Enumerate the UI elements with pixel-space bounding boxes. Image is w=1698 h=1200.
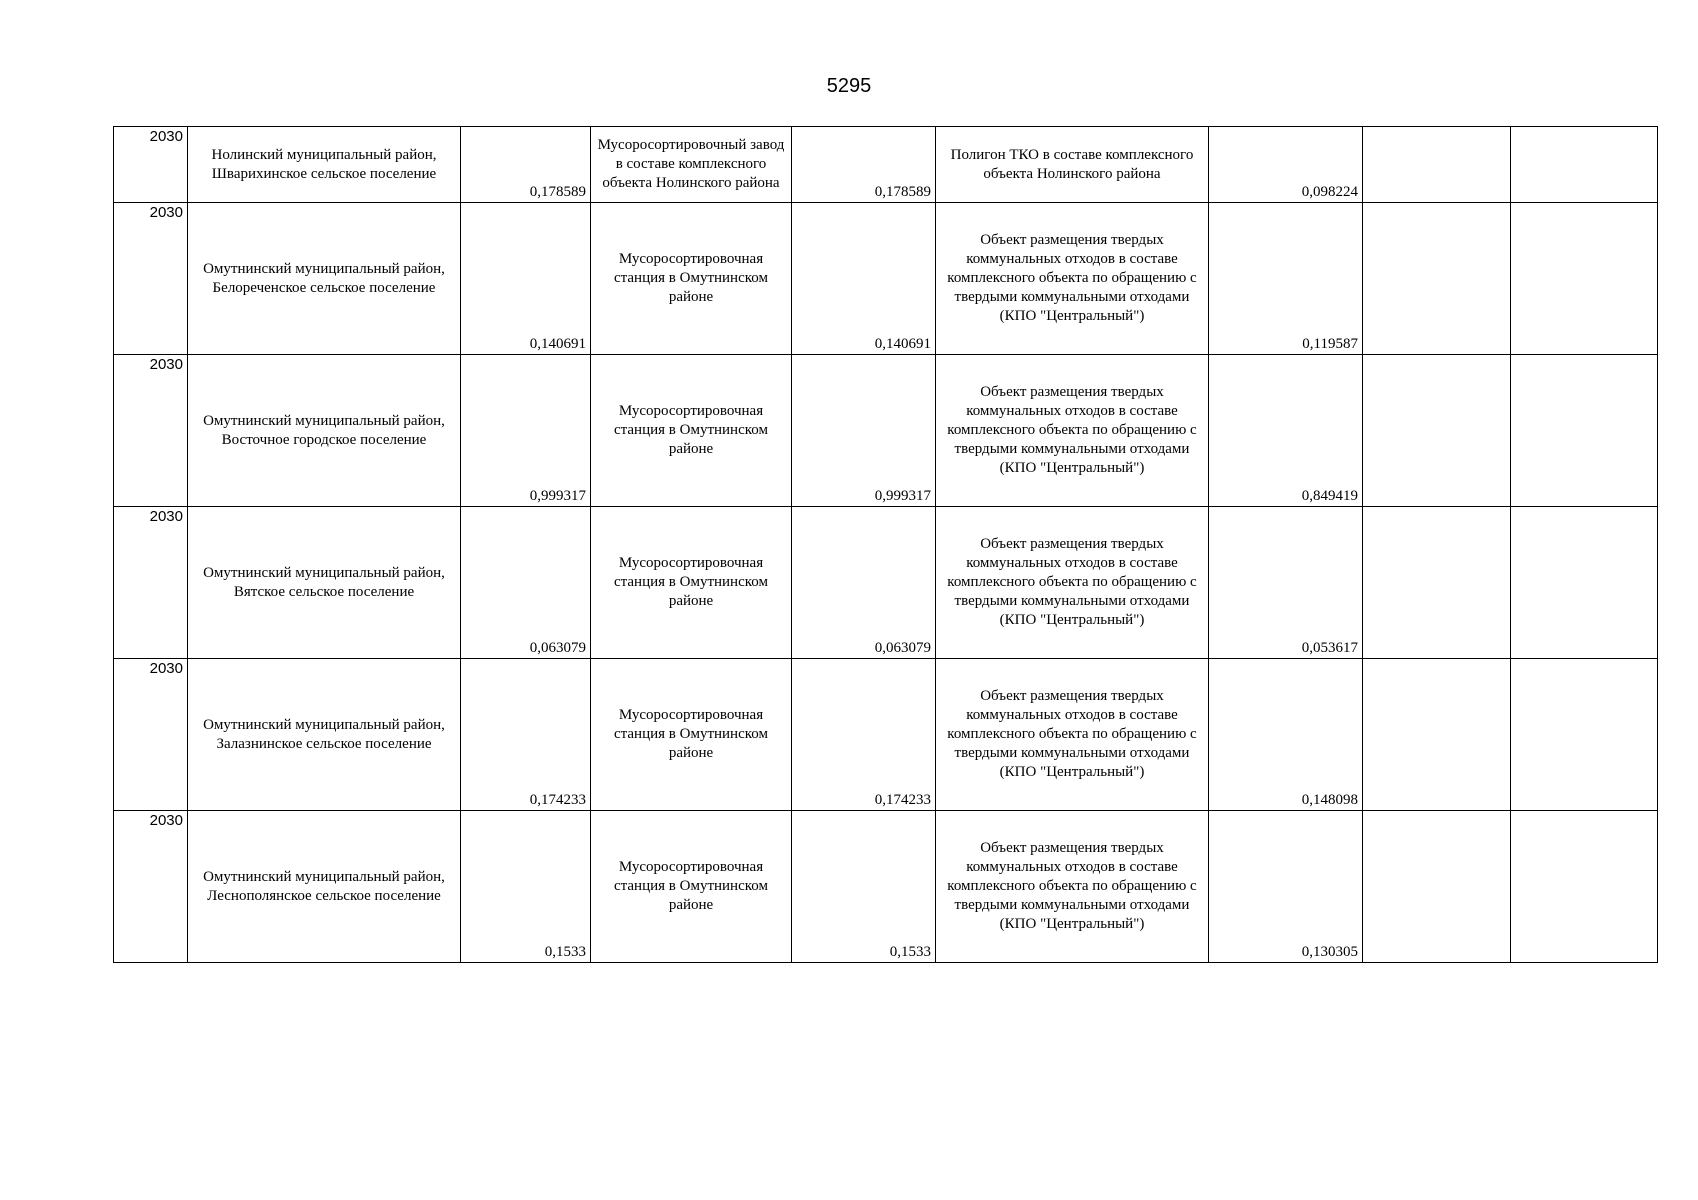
territory-cell: Омутнинский муниципальный район, Белореченское сельское поселение	[188, 203, 461, 355]
empty-cell	[1511, 127, 1658, 203]
table-row	[114, 659, 1658, 811]
territory-cell: Омутнинский муниципальный район, Леснополянское сельское поселение	[188, 811, 461, 963]
year-cell: 2030	[114, 507, 188, 659]
disposal-facility-cell: Объект размещения твердых коммунальных отходов в составе комплексного объекта по обращению с твердыми коммунальными отходами (КПО "Центральный")	[936, 203, 1209, 355]
table-row	[114, 507, 1658, 659]
disposal-facility-cell: Объект размещения твердых коммунальных отходов в составе комплексного объекта по обращению с твердыми коммунальными отходами (КПО "Центральный")	[936, 811, 1209, 963]
empty-cell	[1511, 203, 1658, 355]
empty-cell	[1363, 203, 1511, 355]
disposal-facility-cell: Полигон ТКО в составе комплексного объекта Нолинского района	[936, 127, 1209, 203]
table-row	[114, 355, 1658, 507]
processing-facility-cell: Мусоросортировочная станция в Омутнинском районе	[591, 355, 792, 507]
volume-disposed-cell: 0,053617	[1209, 507, 1363, 659]
volume-generated-cell: 0,140691	[461, 203, 591, 355]
waste-flow-table	[113, 126, 1658, 963]
volume-generated-cell: 0,999317	[461, 355, 591, 507]
volume-disposed-cell: 0,148098	[1209, 659, 1363, 811]
volume-processed-cell: 0,174233	[792, 659, 936, 811]
volume-disposed-cell: 0,098224	[1209, 127, 1363, 203]
volume-processed-cell: 0,178589	[792, 127, 936, 203]
territory-cell: Омутнинский муниципальный район, Залазнинское сельское поселение	[188, 659, 461, 811]
empty-cell	[1511, 355, 1658, 507]
volume-generated-cell: 0,1533	[461, 811, 591, 963]
year-cell: 2030	[114, 355, 188, 507]
disposal-facility-cell: Объект размещения твердых коммунальных отходов в составе комплексного объекта по обращению с твердыми коммунальными отходами (КПО "Центральный")	[936, 355, 1209, 507]
volume-generated-cell: 0,063079	[461, 507, 591, 659]
volume-processed-cell: 0,999317	[792, 355, 936, 507]
year-cell: 2030	[114, 127, 188, 203]
processing-facility-cell: Мусоросортировочная станция в Омутнинском районе	[591, 811, 792, 963]
volume-generated-cell: 0,178589	[461, 127, 591, 203]
empty-cell	[1363, 127, 1511, 203]
empty-cell	[1511, 659, 1658, 811]
empty-cell	[1363, 507, 1511, 659]
year-cell: 2030	[114, 203, 188, 355]
territory-cell: Омутнинский муниципальный район, Вятское сельское поселение	[188, 507, 461, 659]
volume-disposed-cell: 0,849419	[1209, 355, 1363, 507]
page-number: 5295	[826, 75, 872, 97]
disposal-facility-cell: Объект размещения твердых коммунальных отходов в составе комплексного объекта по обращению с твердыми коммунальными отходами (КПО "Центральный")	[936, 507, 1209, 659]
volume-processed-cell: 0,063079	[792, 507, 936, 659]
volume-generated-cell: 0,174233	[461, 659, 591, 811]
table-row	[114, 811, 1658, 963]
table-row	[114, 127, 1658, 203]
volume-disposed-cell: 0,130305	[1209, 811, 1363, 963]
processing-facility-cell: Мусоросортировочная станция в Омутнинском районе	[591, 659, 792, 811]
volume-processed-cell: 0,1533	[792, 811, 936, 963]
processing-facility-cell: Мусоросортировочная станция в Омутнинском районе	[591, 203, 792, 355]
year-cell: 2030	[114, 659, 188, 811]
empty-cell	[1363, 355, 1511, 507]
processing-facility-cell: Мусоросортировочный завод в составе комплексного объекта Нолинского района	[591, 127, 792, 203]
empty-cell	[1363, 811, 1511, 963]
territory-cell: Нолинский муниципальный район, Шварихинское сельское поселение	[188, 127, 461, 203]
empty-cell	[1511, 811, 1658, 963]
year-cell: 2030	[114, 811, 188, 963]
processing-facility-cell: Мусоросортировочная станция в Омутнинском районе	[591, 507, 792, 659]
territory-cell: Омутнинский муниципальный район, Восточное городское поселение	[188, 355, 461, 507]
empty-cell	[1511, 507, 1658, 659]
empty-cell	[1363, 659, 1511, 811]
table-row	[114, 203, 1658, 355]
disposal-facility-cell: Объект размещения твердых коммунальных отходов в составе комплексного объекта по обращению с твердыми коммунальными отходами (КПО "Центральный")	[936, 659, 1209, 811]
volume-processed-cell: 0,140691	[792, 203, 936, 355]
volume-disposed-cell: 0,119587	[1209, 203, 1363, 355]
